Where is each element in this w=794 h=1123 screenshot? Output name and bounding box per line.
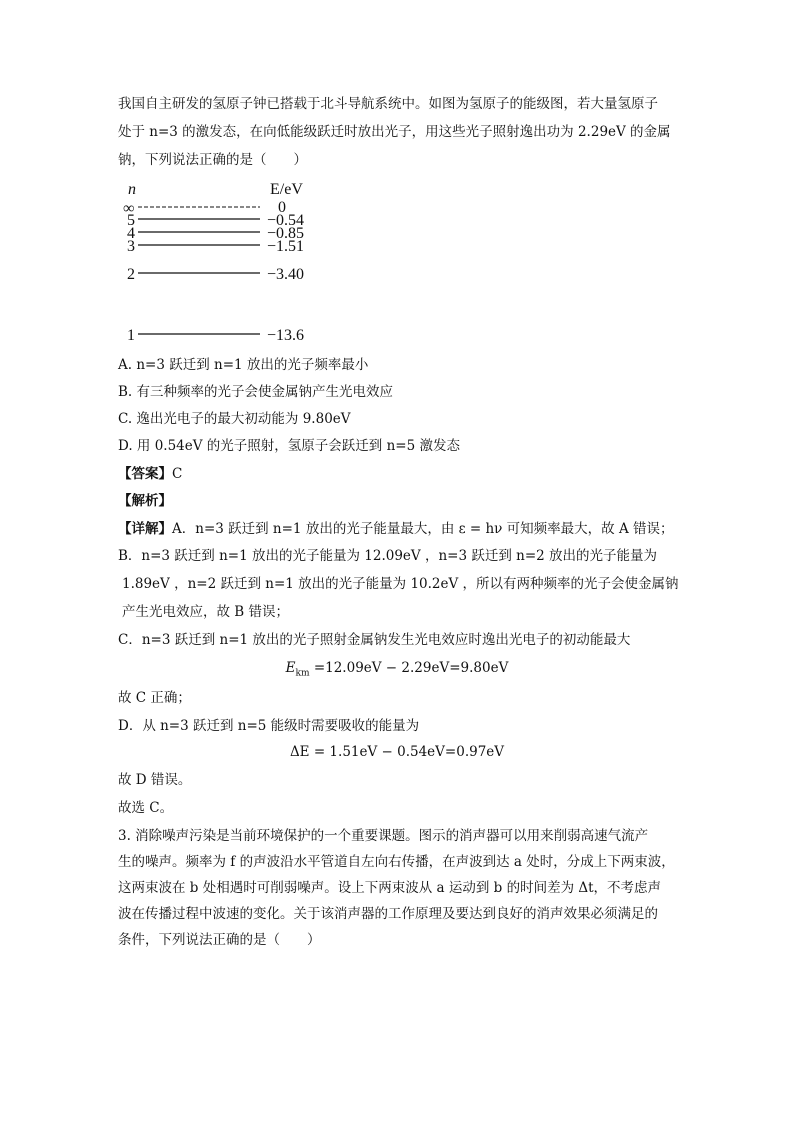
equation-delta-e: ΔE = 1.51eV − 0.54eV=0.97eV bbox=[289, 744, 505, 760]
answer-value: C bbox=[172, 466, 183, 482]
level-n-2: 2 bbox=[127, 266, 135, 283]
detail-d: D．从 n=3 跃迁到 n=5 能级时需要吸收的能量为 bbox=[118, 718, 420, 734]
option-a: A. n=3 跃迁到 n=1 放出的光子频率最小 bbox=[118, 357, 369, 373]
level-e-inf: 0 bbox=[278, 199, 286, 216]
q3-stem-line-2: 生的噪声。频率为 f 的声波沿水平管道自左向右传播，在声波到达 a 处时，分成上下两束波， bbox=[118, 854, 675, 870]
level-e-3: −1.51 bbox=[267, 238, 305, 255]
detail-b-line-3: 产生光电效应，故 B 错误； bbox=[122, 604, 290, 620]
eq1-rest: =12.09eV − 2.29eV=9.80eV bbox=[309, 660, 509, 676]
d-wrong: 故 D 错误。 bbox=[118, 772, 192, 788]
level-e-5: −0.54 bbox=[267, 212, 305, 229]
level-n-5: 5 bbox=[127, 212, 135, 229]
level-n-1: 1 bbox=[127, 327, 135, 344]
level-n-inf: ∞ bbox=[123, 200, 135, 217]
detail-a: A．n=3 跃迁到 n=1 放出的光子能量最大，由 ε = hν 可知频率最大，故 A 错误； bbox=[172, 521, 674, 537]
detail-a-line bbox=[118, 519, 674, 539]
q3-stem-line-3: 这两束波在 b 处相遇时可削弱噪声。设上下两束波从 a 运动到 b 的时间差为 Δt，不考虑声 bbox=[118, 880, 662, 896]
level-e-1: −13.6 bbox=[267, 327, 305, 344]
equation-ekm bbox=[0, 658, 794, 684]
option-b: B. 有三种频率的光子会使金属钠产生光电效应 bbox=[118, 384, 394, 400]
level-e-4: −0.85 bbox=[267, 225, 305, 242]
energy-level-diagram bbox=[118, 176, 338, 348]
detail-b-line-1: B．n=3 跃迁到 n=1 放出的光子能量为 12.09eV ，n=3 跃迁到 n=2 放出的光子能量为 bbox=[118, 548, 658, 564]
q3-stem-line-1: 3. 消除噪声污染是当前环境保护的一个重要课题。图示的消声器可以用来削弱高速气流产 bbox=[118, 828, 649, 844]
option-c: C. 逸出光电子的最大初动能为 9.80eV bbox=[118, 411, 351, 427]
c-correct: 故 C 正确； bbox=[118, 690, 191, 706]
q2-stem-line-2: 处于 n=3 的激发态，在向低能级跃迁时放出光子，用这些光子照射逸出功为 2.29eV 的金属 bbox=[118, 124, 671, 140]
level-e-2: −3.40 bbox=[267, 266, 305, 283]
q3-stem-line-4: 波在传播过程中波速的变化。关于该消声器的工作原理及要达到良好的消声效果必须满足的 bbox=[118, 906, 658, 922]
level-n-4: 4 bbox=[127, 225, 135, 242]
q3-stem-line-5: 条件，下列说法正确的是（ ） bbox=[118, 932, 321, 948]
q2-stem-line-3: 钠，下列说法正确的是（ ） bbox=[118, 152, 307, 168]
eq1-symbol: E bbox=[285, 660, 296, 676]
detail-tag: 【详解】 bbox=[118, 521, 172, 537]
option-d: D. 用 0.54eV 的光子照射，氢原子会跃迁到 n=5 激发态 bbox=[118, 438, 460, 454]
detail-c: C．n=3 跃迁到 n=1 放出的光子照射金属钠发生光电效应时逸出光电子的初动能最大 bbox=[118, 632, 631, 648]
choose-line: 故选 C。 bbox=[118, 800, 174, 816]
level-n-3: 3 bbox=[127, 238, 135, 255]
analysis-tag: 【解析】 bbox=[118, 493, 172, 509]
n-axis-header: n bbox=[128, 181, 136, 198]
eq1-subscript: km bbox=[295, 668, 310, 679]
q2-stem-line-1: 我国自主研发的氢原子钟已搭载于北斗导航系统中。如图为氢原子的能级图，若大量氢原子 bbox=[118, 96, 658, 112]
answer-tag: 【答案】 bbox=[118, 466, 172, 482]
e-axis-header: E/eV bbox=[270, 181, 303, 198]
detail-b-line-2: 1.89eV ，n=2 跃迁到 n=1 放出的光子能量为 10.2eV ，所以有两种频率的光子会使金属钠 bbox=[122, 576, 679, 592]
answer-line bbox=[118, 464, 182, 484]
